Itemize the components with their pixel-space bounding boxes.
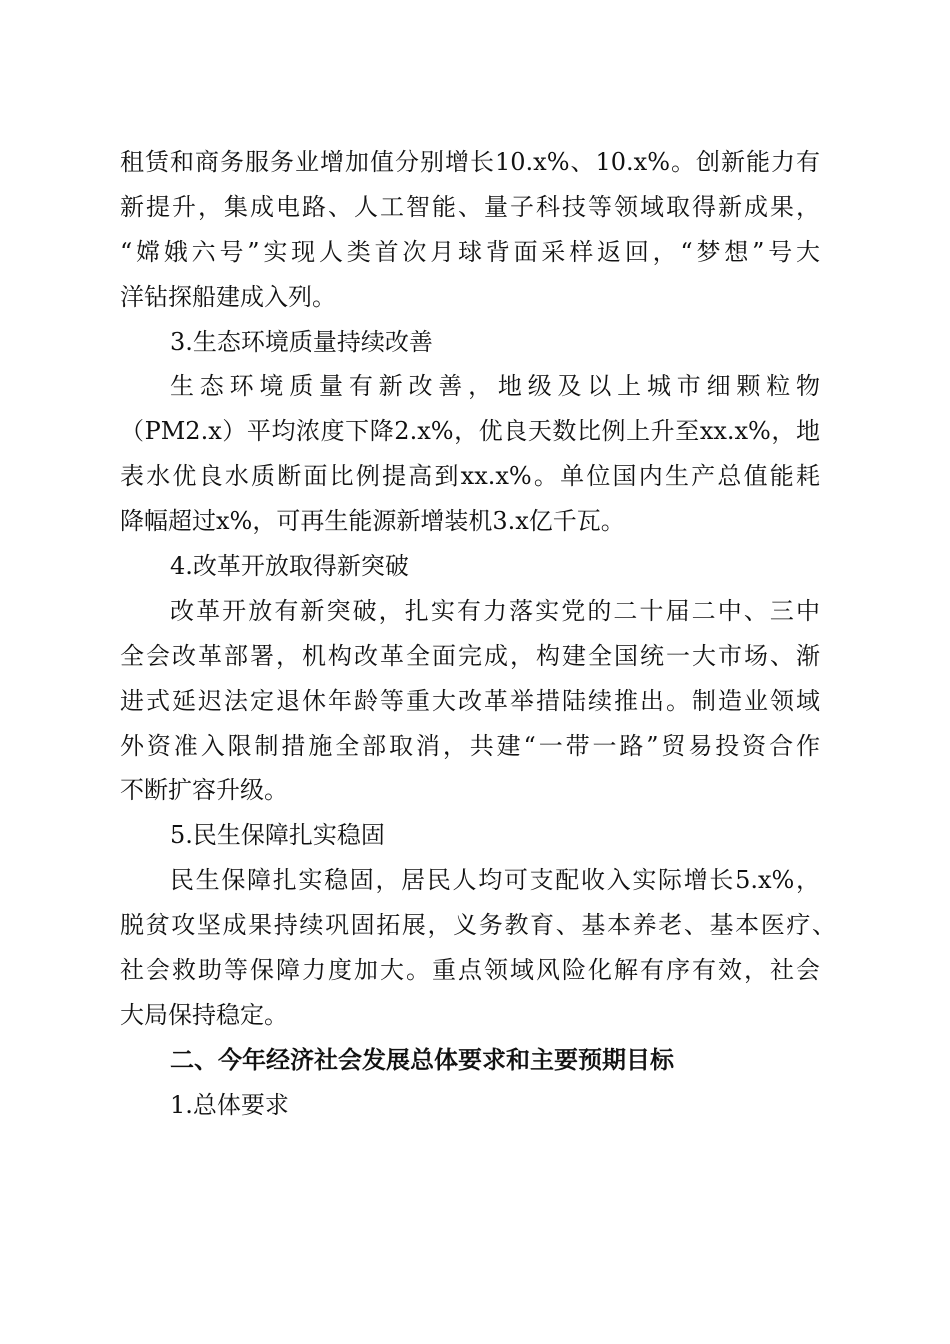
- paragraph-line: 大局保持稳定。: [120, 1000, 288, 1029]
- paragraph-line: 生态环境质量有新改善，地级及以上城市细颗粒物: [170, 372, 820, 401]
- paragraph-line: 降幅超过x%，可再生能源新增装机3.x亿千瓦。: [120, 507, 625, 536]
- subheading-livelihood: 5.民生保障扎实稳固: [170, 821, 385, 850]
- paragraph-line: 租赁和商务服务业增加值分别增长10.x%、10.x%。创新能力有: [120, 148, 820, 176]
- document-page: [120, 140, 836, 1128]
- paragraph-line: 进式延迟法定退休年龄等重大改革举措陆续推出。制造业领域: [120, 686, 820, 715]
- paragraph-line: 民生保障扎实稳固，居民人均可支配收入实际增长5.x%，: [170, 866, 820, 895]
- paragraph-line: 洋钻探船建成入列。: [120, 282, 336, 311]
- paragraph-line: 全会改革部署，机构改革全面完成，构建全国统一大市场、渐: [120, 641, 820, 670]
- paragraph-line: 外资准入限制措施全部取消，共建“一带一路”贸易投资合作: [120, 731, 820, 760]
- paragraph-line: 改革开放有新突破，扎实有力落实党的二十届二中、三中: [170, 596, 820, 625]
- subheading-reform: 4.改革开放取得新突破: [170, 552, 409, 581]
- section-heading-2: 二、今年经济社会发展总体要求和主要预期目标: [170, 1045, 674, 1074]
- paragraph-line: 新提升，集成电路、人工智能、量子科技等领域取得新成果，: [120, 192, 820, 221]
- paragraph-line: 不断扩容升级。: [120, 776, 288, 805]
- subheading-general-requirements: 1.总体要求: [170, 1090, 289, 1119]
- paragraph-line: “嫦娥六号”实现人类首次月球背面采样返回，“梦想”号大: [120, 237, 820, 266]
- paragraph-line: 脱贫攻坚成果持续巩固拓展，义务教育、基本养老、基本医疗、: [120, 911, 836, 940]
- subheading-ecology: 3.生态环境质量持续改善: [170, 327, 433, 356]
- paragraph-line: 表水优良水质断面比例提高到xx.x%。单位国内生产总值能耗: [120, 462, 820, 491]
- paragraph-line: 社会救助等保障力度加大。重点领域风险化解有序有效，社会: [120, 956, 820, 985]
- paragraph-line: （PM2.x）平均浓度下降2.x%，优良天数比例上升至xx.x%，地: [120, 417, 820, 446]
